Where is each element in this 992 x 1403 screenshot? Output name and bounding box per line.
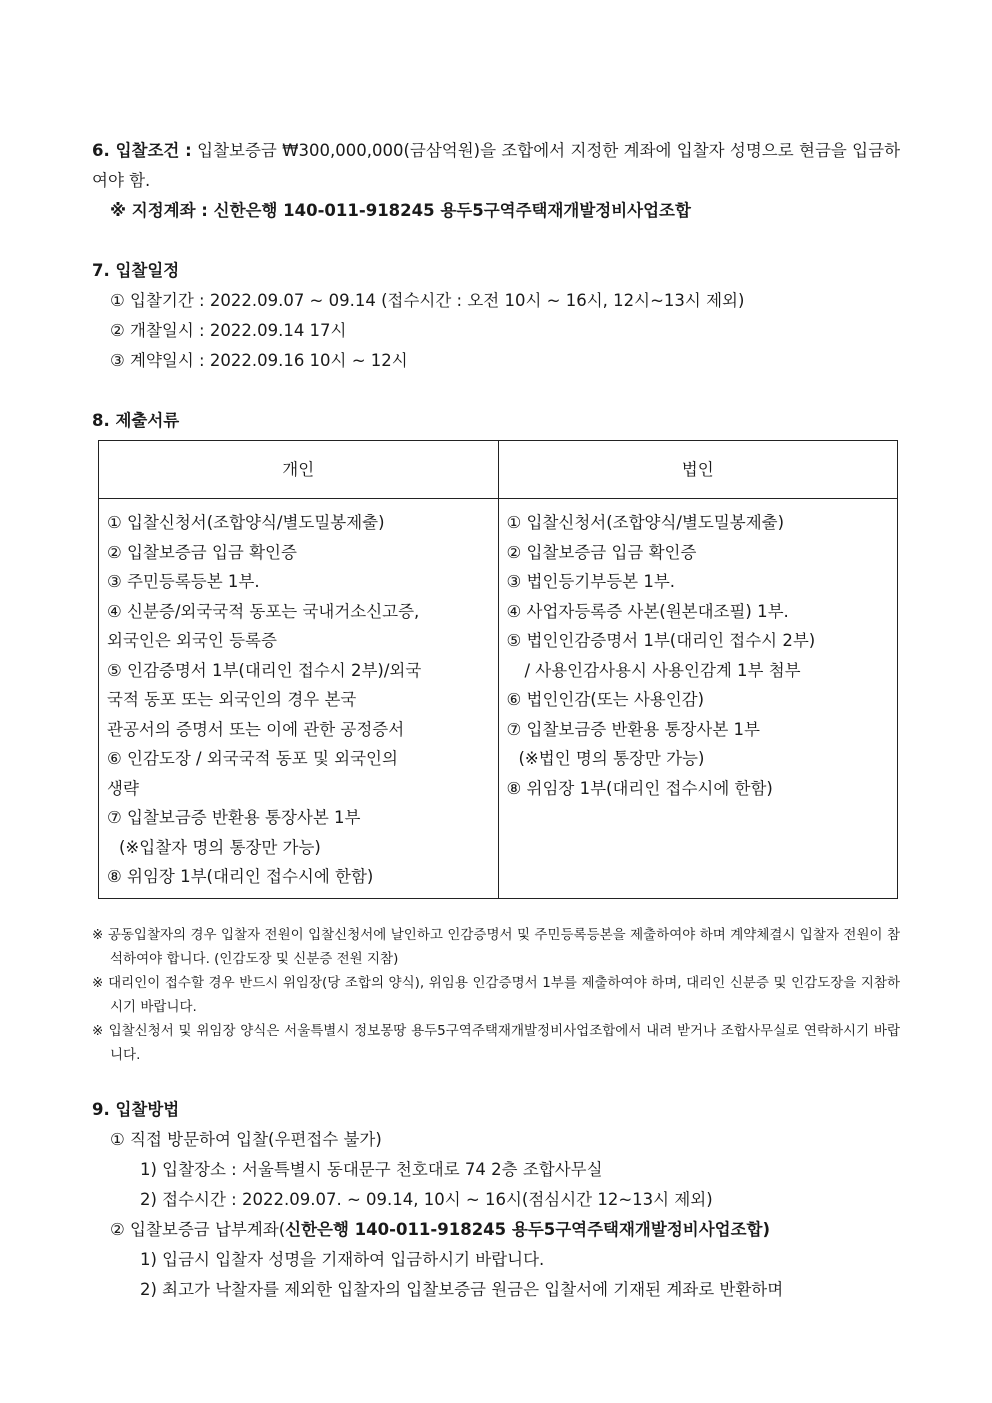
corporate-doc-line: (※법인 명의 통장만 가능) bbox=[518, 749, 705, 768]
corporate-doc-line: ⑧ 위임장 1부(대리인 접수시에 한함) bbox=[506, 778, 773, 798]
col-corporate-header: 법인 bbox=[498, 441, 898, 499]
sec9-item-1-sub: 2) 접수시간 : 2022.09.07. ~ 09.14, 10시 ~ 16시(점심시간 12~13시 제외) bbox=[140, 1189, 713, 1209]
sec7-item-1: ① 입찰기간 : 2022.09.07 ~ 09.14 (접수시간 : 오전 10시 ~ 16시, 12시~13시 제외) bbox=[110, 291, 745, 310]
individual-docs-cell bbox=[99, 499, 499, 899]
individual-doc-line: ⑦ 입찰보금증 반환용 통장사본 1부 bbox=[107, 808, 361, 827]
sec9-item-1: ① 직접 방문하여 입찰(우편접수 불가) bbox=[110, 1129, 382, 1149]
documents-table bbox=[98, 440, 898, 899]
sec6-heading: 6. 입찰조건 : bbox=[92, 141, 192, 160]
sec6-paragraph bbox=[92, 136, 900, 196]
individual-doc-line: ⑤ 인감증명서 1부(대리인 접수시 2부)/외국 bbox=[107, 660, 422, 680]
individual-doc-line: 생략 bbox=[107, 778, 139, 798]
individual-doc-line: ⑥ 인감도장 / 외국국적 동포 및 외국인의 bbox=[107, 749, 398, 768]
individual-doc-line: 국적 동포 또는 외국인의 경우 본국 bbox=[107, 690, 357, 709]
note-agent: ※ 대리인이 접수할 경우 반드시 위임장(당 조합의 양식), 위임용 인감증명서 1부를 제출하여야 하며, 대리인 신분증 및 인감도장을 지참하시기 바랍니다. bbox=[92, 974, 900, 1015]
individual-doc-line: ④ 신분증/외국국적 동포는 국내거소신고증, bbox=[107, 601, 420, 621]
sec7-item-3: ③ 계약일시 : 2022.09.16 10시 ~ 12시 bbox=[110, 351, 408, 370]
sec7-heading: 7. 입찰일정 bbox=[92, 261, 180, 280]
col-individual-header: 개인 bbox=[99, 441, 499, 499]
note-joint-bidder: ※ 공동입찰자의 경우 입찰자 전원이 입찰신청서에 날인하고 인감증명서 및 주민등록등본을 제출하여야 하며 계약체결시 입찰자 전원이 참석하여야 합니다. (인감도장 및 신분증 전원 지참) bbox=[92, 926, 900, 967]
note-forms: ※ 입찰신청서 및 위임장 양식은 서울특별시 정보몽땅 용두5구역주택재개발정비사업조합에서 내려 받거나 조합사무실로 연락하시기 바랍니다. bbox=[92, 1022, 900, 1063]
individual-doc-line: ② 입찰보증금 입금 확인증 bbox=[107, 542, 297, 562]
corporate-doc-line: ① 입찰신청서(조합양식/별도밀봉제출) bbox=[506, 513, 785, 532]
corporate-doc-line: ③ 법인등기부등본 1부. bbox=[506, 572, 676, 591]
individual-doc-line: 외국인은 외국인 등록증 bbox=[107, 631, 277, 650]
individual-doc-line: ③ 주민등록등본 1부. bbox=[107, 572, 260, 591]
sec9-item-2 bbox=[92, 1215, 900, 1245]
individual-doc-line: ⑧ 위임장 1부(대리인 접수시에 한함) bbox=[107, 867, 374, 886]
corporate-doc-line: ② 입찰보증금 입금 확인증 bbox=[506, 542, 697, 562]
corporate-doc-line: / 사용인감사용시 사용인감계 1부 첨부 bbox=[524, 660, 801, 680]
sec7-item-2: ② 개찰일시 : 2022.09.14 17시 bbox=[110, 321, 347, 340]
corporate-doc-line: ④ 사업자등록증 사본(원본대조필) 1부. bbox=[506, 601, 789, 621]
document-page bbox=[92, 136, 900, 1305]
sec8-heading: 8. 제출서류 bbox=[92, 411, 180, 430]
sec9-item-2-account: 신한은행 140-011-918245 용두5구역주택재개발정비사업조합) bbox=[285, 1219, 770, 1239]
sec9-item-2-sub: 2) 최고가 낙찰자를 제외한 입찰자의 입찰보증금 원금은 입찰서에 기재된 계좌로 반환하며 bbox=[140, 1279, 784, 1299]
sec6-body: 입찰보증금 ₩300,000,000(금삼억원)을 조합에서 지정한 계좌에 입찰자 성명으로 현금을 입금하여야 함. bbox=[92, 141, 901, 190]
individual-doc-line: (※입찰자 명의 통장만 가능) bbox=[119, 837, 321, 857]
notes-block bbox=[92, 923, 900, 1067]
individual-doc-line: 관공서의 증명서 또는 이에 관한 공정증서 bbox=[107, 719, 405, 739]
individual-doc-line: ① 입찰신청서(조합양식/별도밀봉제출) bbox=[107, 513, 385, 532]
corporate-doc-line: ⑤ 법인인감증명서 1부(대리인 접수시 2부) bbox=[506, 631, 816, 650]
sec9-item-2-sub: 1) 입금시 입찰자 성명을 기재하여 입금하시기 바랍니다. bbox=[140, 1249, 545, 1269]
sec9-item-1-sub: 1) 입찰장소 : 서울특별시 동대문구 천호대로 74 2층 조합사무실 bbox=[140, 1159, 603, 1179]
corporate-doc-line: ⑥ 법인인감(또는 사용인감) bbox=[506, 690, 705, 709]
corporate-docs-cell bbox=[498, 499, 898, 899]
corporate-doc-line: ⑦ 입찰보금증 반환용 통장사본 1부 bbox=[506, 719, 760, 739]
sec6-account: ※ 지정계좌 : 신한은행 140-011-918245 용두5구역주택재개발정비사업조합 bbox=[110, 201, 691, 220]
sec9-item-2-prefix: ② 입찰보증금 납부계좌( bbox=[110, 1219, 286, 1239]
sec9-heading: 9. 입찰방법 bbox=[92, 1099, 180, 1119]
